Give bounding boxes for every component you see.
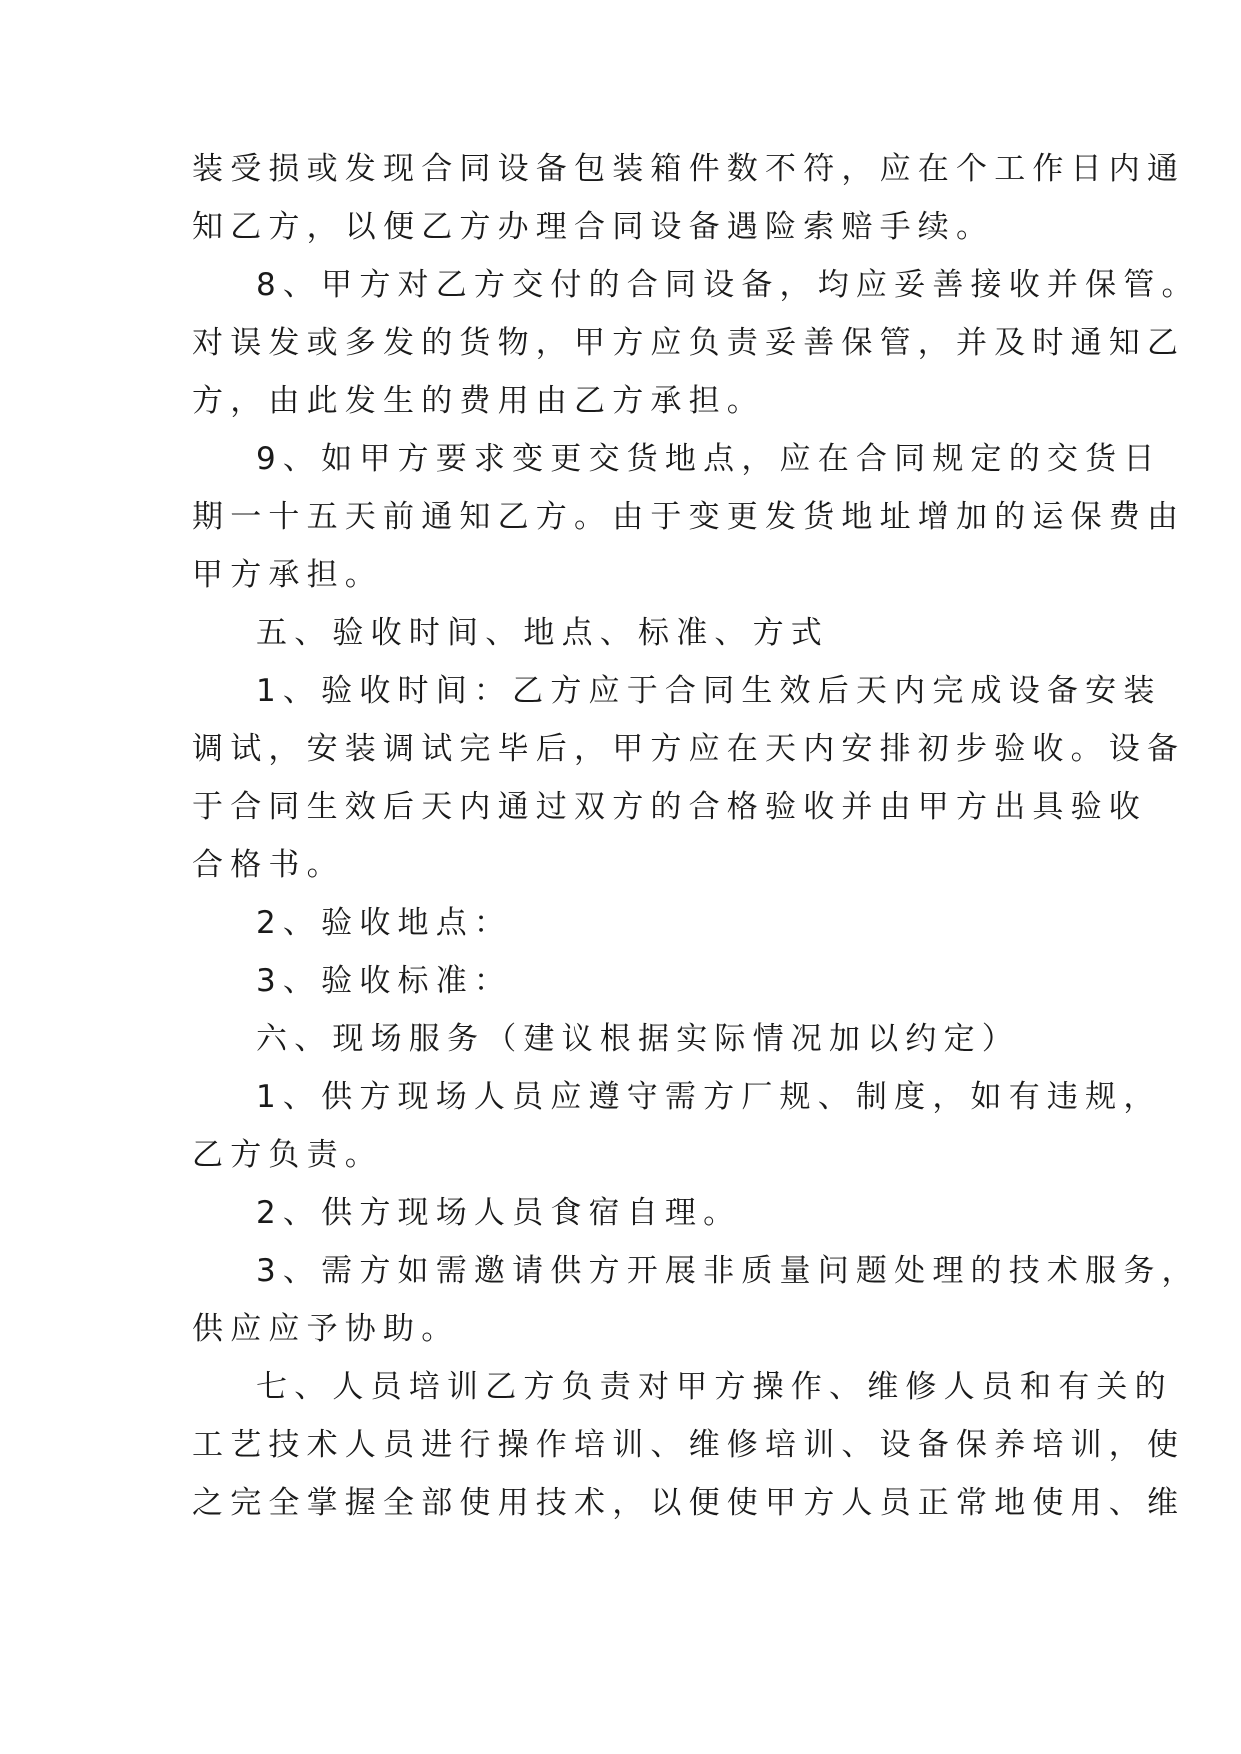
text-line: 供应应予协助。 — [192, 1311, 460, 1347]
text-line: 之完全掌握全部使用技术，以便使甲方人员正常地使用、维 — [192, 1485, 1186, 1521]
text-line: 乙方负责。 — [192, 1137, 383, 1173]
section-heading: 五、验收时间、地点、标准、方式 — [256, 615, 829, 651]
text-line: 方，由此发生的费用由乙方承担。 — [192, 383, 765, 419]
text-line: 3、需方如需邀请供方开展非质量问题处理的技术服务， — [256, 1253, 1200, 1289]
text-line: 对误发或多发的货物，甲方应负责妥善保管，并及时通知乙 — [192, 325, 1186, 361]
text-line: 2、验收地点： — [256, 905, 513, 941]
text-line: 1、验收时间：乙方应于合同生效后天内完成设备安装 — [256, 673, 1162, 709]
text-line: 装受损或发现合同设备包装箱件数不符，应在个工作日内通 — [192, 151, 1186, 187]
text-line: 合格书。 — [192, 847, 345, 883]
text-line: 3、验收标准： — [256, 963, 513, 999]
text-line: 于合同生效后天内通过双方的合格验收并由甲方出具验收 — [192, 789, 1147, 825]
text-line: 9、如甲方要求变更交货地点，应在合同规定的交货日 — [256, 441, 1162, 477]
text-line: 知乙方，以便乙方办理合同设备遇险索赔手续。 — [192, 209, 995, 245]
text-line: 8、甲方对乙方交付的合同设备，均应妥善接收并保管。 — [256, 267, 1200, 303]
section-heading: 七、人员培训乙方负责对甲方操作、维修人员和有关的 — [256, 1369, 1173, 1405]
text-line: 甲方承担。 — [192, 557, 383, 593]
text-line: 调试，安装调试完毕后，甲方应在天内安排初步验收。设备 — [192, 731, 1186, 767]
text-line: 期一十五天前通知乙方。由于变更发货地址增加的运保费由 — [192, 499, 1186, 535]
text-line: 工艺技术人员进行操作培训、维修培训、设备保养培训，使 — [192, 1427, 1186, 1463]
section-heading: 六、现场服务（建议根据实际情况加以约定） — [256, 1021, 1020, 1057]
text-line: 2、供方现场人员食宿自理。 — [256, 1195, 742, 1231]
text-line: 1、供方现场人员应遵守需方厂规、制度，如有违规， — [256, 1079, 1162, 1115]
